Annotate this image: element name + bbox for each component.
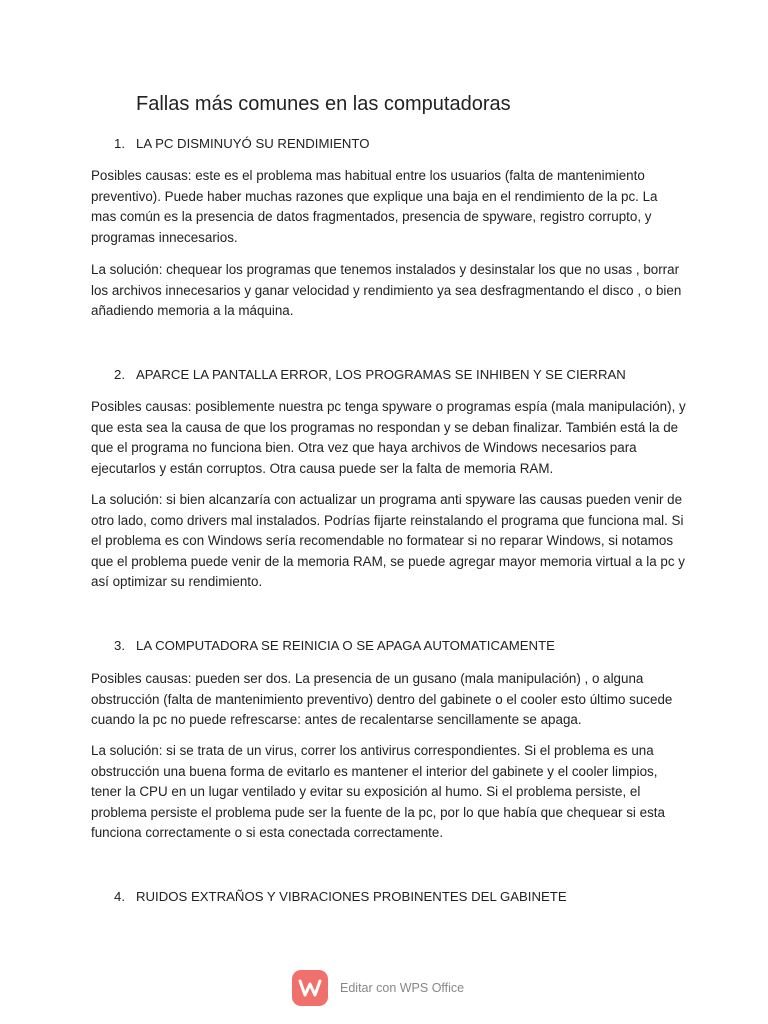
wps-edit-footer[interactable] <box>292 968 464 1008</box>
wps-w-glyph <box>298 978 322 998</box>
section-2-solution: La solución: si bien alcanzaría con actualizar un programa anti spyware las causas pueden venir de otro lado, como drivers mal instalados. Podrías fijarte reinstalando el programa que funciona mal. Si el problema es con Windows sería recomendable no formatear si no reparar Windows, si notamos que el problema puede venir de la memoria RAM, se puede agregar mayor memoria virtual a la pc y así optimizar su rendimiento. <box>91 492 685 590</box>
section-number: 1. <box>114 136 125 151</box>
wps-logo-icon <box>292 970 328 1006</box>
section-heading-text: LA PC DISMINUYÓ SU RENDIMIENTO <box>136 136 370 151</box>
section-1-solution: La solución: chequear los programas que tenemos instalados y desinstalar los que no usas , borrar los archivos innecesarios y ganar velocidad y rendimiento ya sea desfragmentando el disco , o bien añadiendo memoria a la máquina. <box>91 262 682 319</box>
section-number: 3. <box>114 638 125 653</box>
section-number: 2. <box>114 367 125 382</box>
section-heading-1 <box>114 136 370 151</box>
section-heading-2 <box>114 367 626 382</box>
section-heading-text: LA COMPUTADORA SE REINICIA O SE APAGA AUTOMATICAMENTE <box>136 638 555 653</box>
document-title: Fallas más comunes en las computadoras <box>136 93 511 115</box>
section-3-causes: Posibles causas: pueden ser dos. La presencia de un gusano (mala manipulación) , o alguna obstrucción (falta de mantenimiento preventivo) dentro del gabinete o el cooler esto último sucede cuando la pc no puede refrescarse: antes de recalentarse sencillamente se apaga. <box>91 671 673 728</box>
section-heading-text: RUIDOS EXTRAÑOS Y VIBRACIONES PROBINENTES DEL GABINETE <box>136 889 567 904</box>
wps-edit-link[interactable]: Editar con WPS Office <box>340 981 465 995</box>
section-2-causes: Posibles causas: posiblemente nuestra pc tenga spyware o programas espía (mala manipulación), y que esta sea la causa de que los programas no respondan y se deban finalizar. También está la de que el programa no funciona bien. Otra vez que haya archivos de Windows necesarios para ejecutarlos y están corruptos. Otra causa puede ser la falta de memoria RAM. <box>91 399 686 476</box>
section-1-causes: Posibles causas: este es el problema mas habitual entre los usuarios (falta de mantenimiento preventivo). Puede haber muchas razones que explique una baja en el rendimiento de la pc. La mas común es la presencia de datos fragmentados, presencia de spyware, registro corrupto, y programas innecesarios. <box>91 168 658 245</box>
section-number: 4. <box>114 889 125 904</box>
section-heading-text: APARCE LA PANTALLA ERROR, LOS PROGRAMAS SE INHIBEN Y SE CIERRAN <box>136 367 626 382</box>
section-heading-4 <box>114 889 567 904</box>
section-heading-3 <box>114 638 555 653</box>
section-3-solution: La solución: si se trata de un virus, correr los antivirus correspondientes. Si el problema es una obstrucción una buena forma de evitarlo es mantener el interior del gabinete y el cooler limpios, tener la CPU en un lugar ventilado y evitar su exposición al humo. Si el problema persiste, el problema persiste el problema pude ser la fuente de la pc, por lo que había que chequear si esta funciona correctamente o si esta conectada correctamente. <box>91 743 665 841</box>
